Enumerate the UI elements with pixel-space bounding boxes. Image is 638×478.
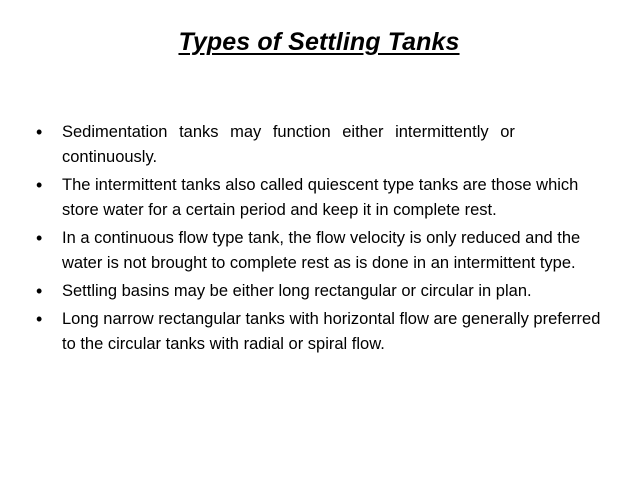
bullet-text: Long narrow rectangular tanks with horizontal flow are generally preferred to the circular tanks with radial or spiral flow. [62, 310, 601, 353]
bullet-item [36, 279, 608, 304]
bullet-dot-icon: • [36, 281, 43, 301]
bullet-text: Settling basins may be either long rectangular or circular in plan. [62, 282, 532, 300]
bullet-text: Sedimentation tanks may function either intermittently or continuously. [62, 123, 515, 166]
bullet-list [36, 120, 608, 360]
bullet-dot-icon: • [36, 309, 43, 329]
slide-title: Types of Settling Tanks [178, 28, 460, 56]
bullet-dot-icon: • [36, 175, 43, 195]
bullet-dot-icon: • [36, 228, 43, 248]
bullet-item [36, 226, 608, 276]
bullet-item [36, 173, 608, 223]
bullet-item [36, 120, 608, 170]
bullet-item [36, 307, 608, 357]
bullet-text: In a continuous flow type tank, the flow velocity is only reduced and the water is not brought to complete rest as is done in an intermittent type. [62, 229, 581, 272]
bullet-text: The intermittent tanks also called quiescent type tanks are those which store water for a certain period and keep it in complete rest. [62, 176, 579, 219]
bullet-dot-icon: • [36, 122, 43, 142]
